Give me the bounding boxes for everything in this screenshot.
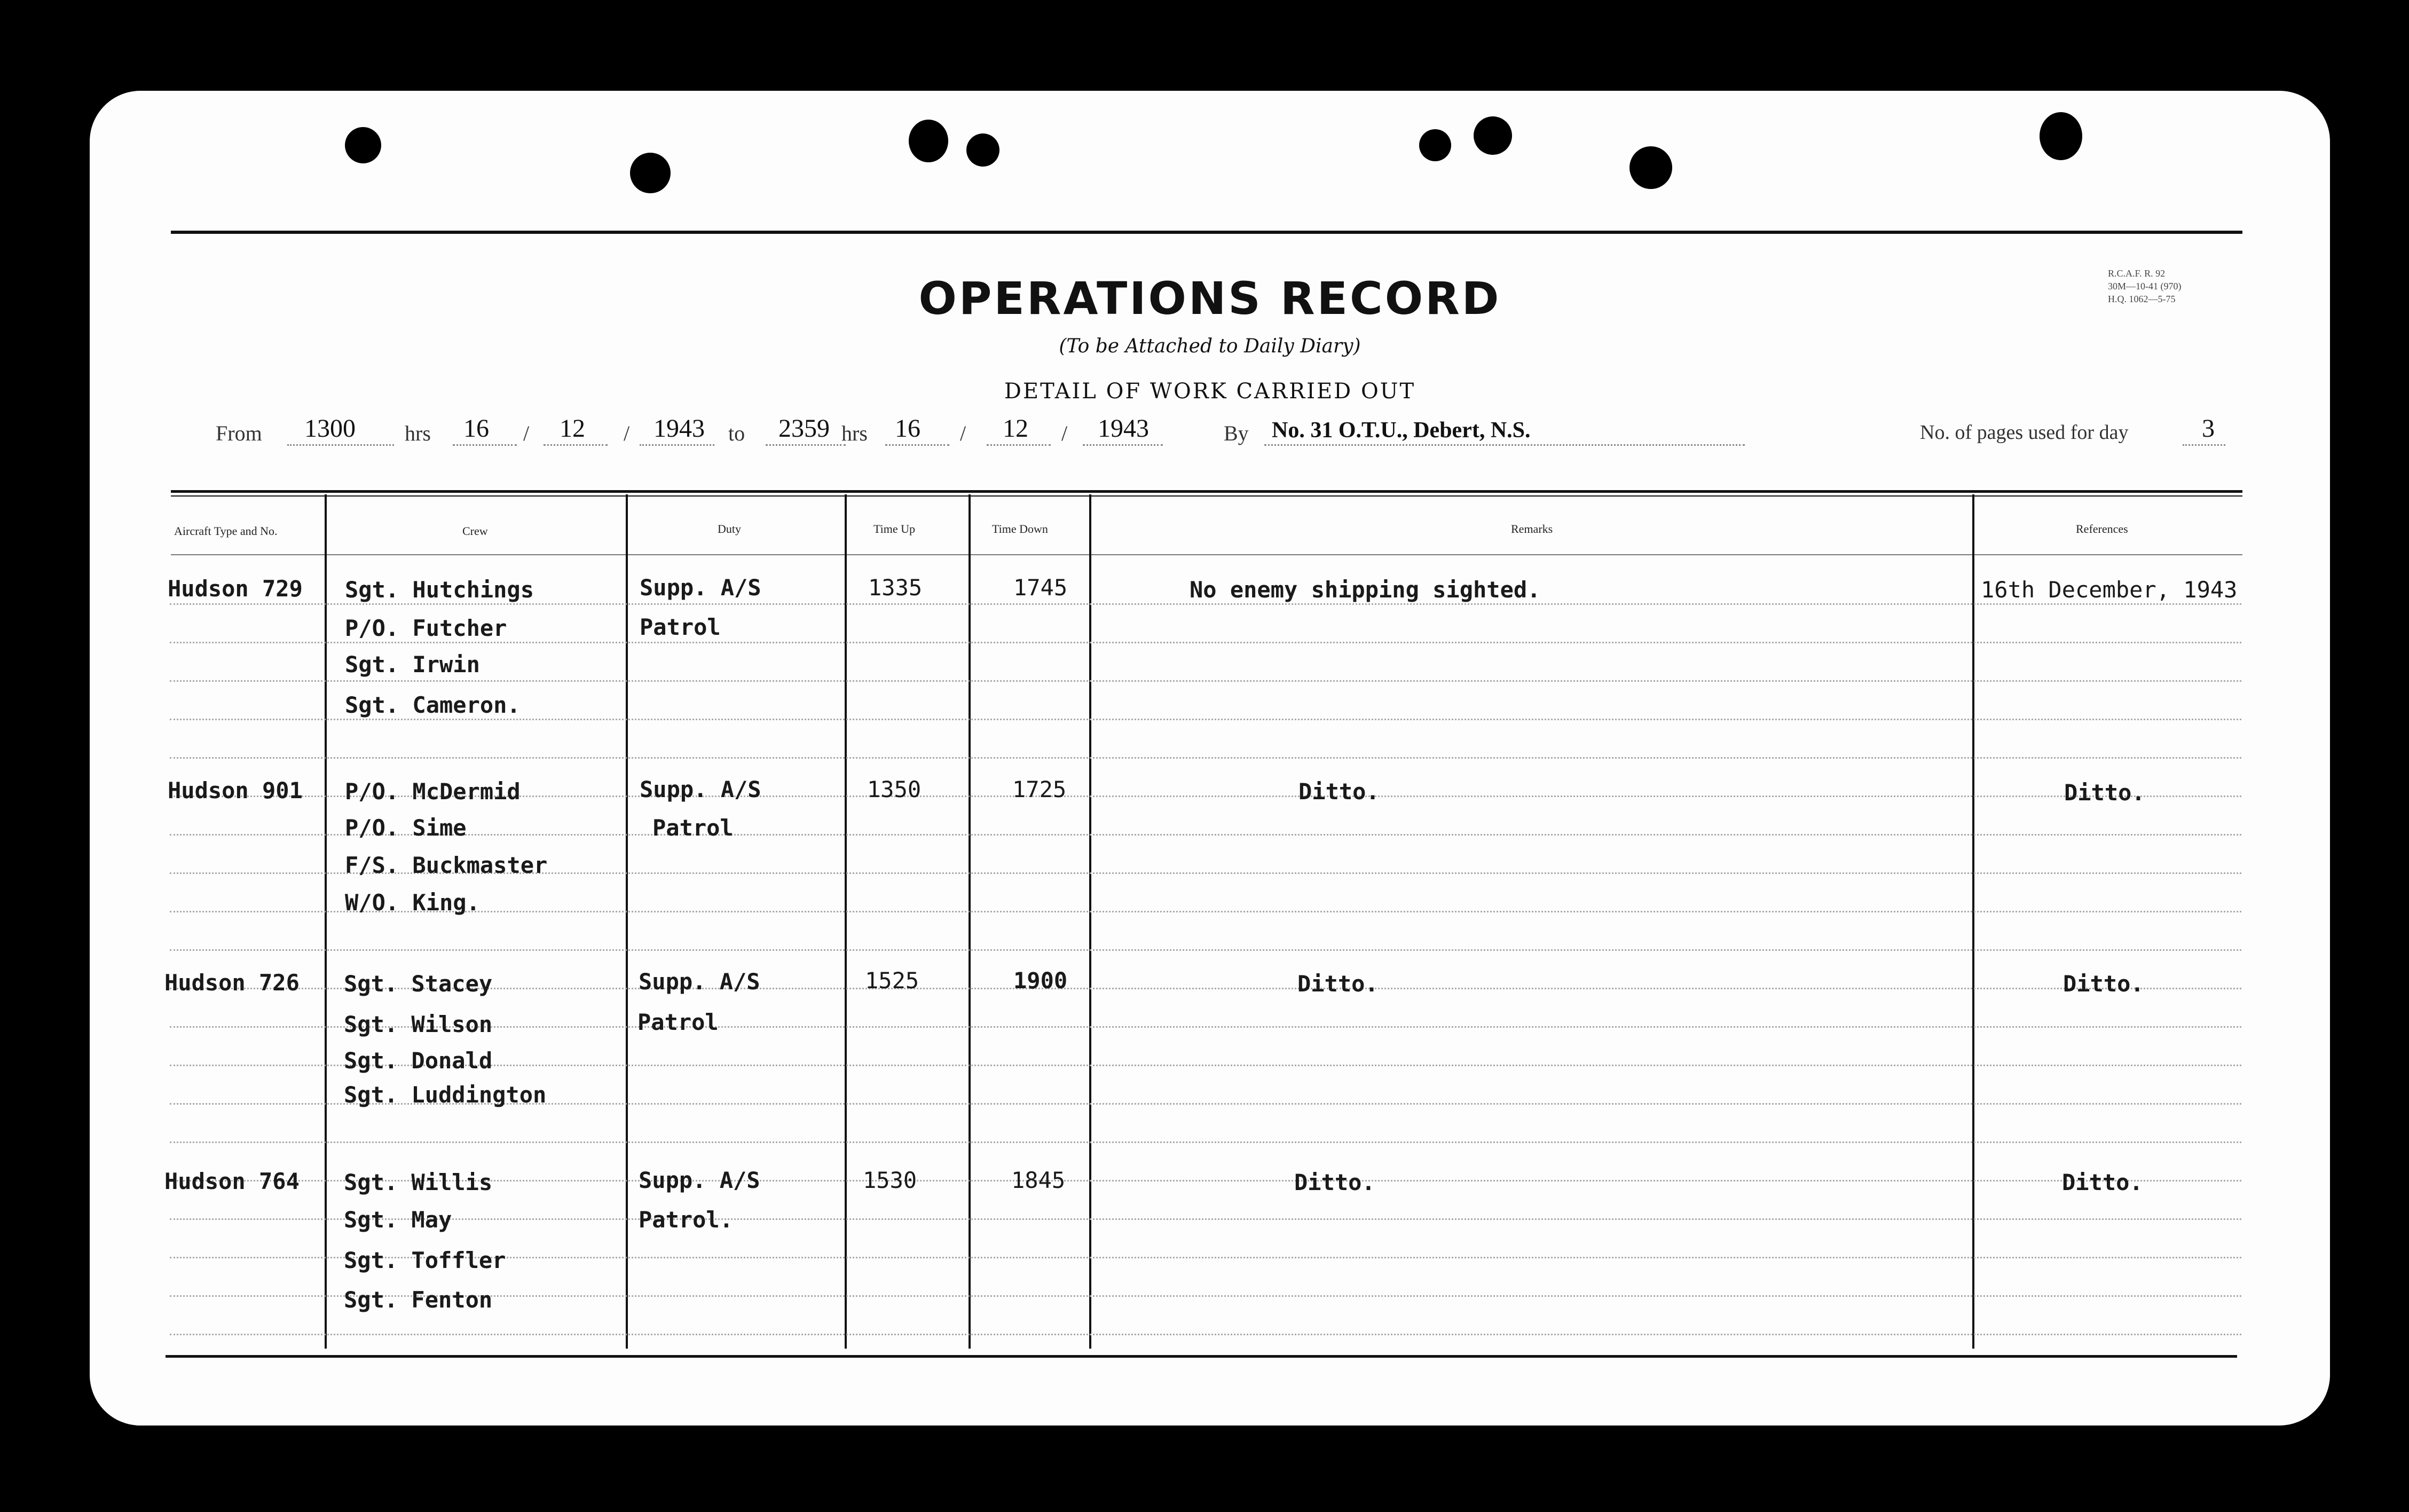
crew-member: Sgt. Irwin [345,651,480,678]
form-ref-line: R.C.A.F. R. 92 [2108,268,2166,279]
column-header-crew: Crew [462,524,488,538]
column-divider [845,494,847,1349]
writing-line [170,680,2241,682]
pages-value: 3 [2202,414,2215,443]
fill-line [453,444,517,446]
punch-hole [1419,129,1451,161]
column-header-time-down: Time Down [992,522,1048,536]
time-up-cell: 1530 [863,1167,917,1193]
punch-hole [345,127,381,163]
to-time: 2359 [778,414,830,443]
crew-member: P/O. McDermid [345,778,521,805]
duty-cell: Patrol. [639,1207,734,1233]
column-divider [1972,494,1974,1349]
writing-line [170,1141,2241,1143]
date-separator: / [624,421,630,445]
hrs-label: hrs [841,421,868,445]
hrs-label: hrs [405,421,431,445]
top-rule [171,231,2242,234]
date-separator: / [1061,421,1068,445]
fill-line [1264,444,1745,446]
from-label: From [216,421,262,445]
fill-line [885,444,949,446]
punch-hole [630,153,671,193]
remarks-cell: Ditto. [1298,778,1380,805]
crew-member: Sgt. Wilson [344,1011,493,1037]
punch-hole [1629,146,1672,189]
form-reference [2108,267,2182,305]
writing-line [170,757,2241,759]
form-ref-line: H.Q. 1062—5-75 [2108,294,2176,304]
time-down-cell: 1845 [1011,1167,1066,1193]
section-heading: DETAIL OF WORK CARRIED OUT [1004,379,1416,404]
time-down-cell: 1900 [1013,967,1068,994]
from-month: 12 [560,414,585,443]
writing-line [170,911,2241,912]
time-down-cell: 1725 [1012,776,1067,802]
table-top-rule [171,495,2242,497]
record-title: OPERATIONS RECORD [918,272,1501,325]
column-divider [325,494,327,1349]
time-up-cell: 1525 [865,967,919,994]
reference-cell: Ditto. [2064,779,2145,806]
duty-cell: Patrol [640,614,721,640]
from-year: 1943 [654,414,705,443]
reference-cell: Ditto. [2063,971,2144,997]
crew-member: Sgt. Hutchings [345,577,534,603]
fill-line [544,444,608,446]
to-month: 12 [1003,414,1028,443]
writing-line [170,949,2241,951]
date-separator: / [960,421,966,445]
duty-cell: Patrol [637,1009,719,1035]
punch-hole [966,133,999,167]
crew-member: P/O. Futcher [345,615,507,641]
by-unit: No. 31 O.T.U., Debert, N.S. [1272,418,1531,443]
fill-line [287,444,394,446]
crew-member: Sgt. Stacey [344,971,493,997]
punch-hole [1474,116,1512,155]
table-bottom-rule [166,1355,2237,1358]
time-up-cell: 1350 [867,776,922,802]
duty-cell: Supp. A/S [639,968,760,995]
aircraft-cell: Hudson 764 [164,1168,300,1194]
writing-line [170,603,2241,605]
duty-cell: Supp. A/S [639,1167,760,1193]
to-year: 1943 [1098,414,1149,443]
column-divider [626,494,628,1349]
time-up-cell: 1335 [868,574,923,601]
fill-line [2183,444,2225,446]
writing-line [170,1218,2241,1220]
column-header-references: References [2076,522,2128,536]
crew-member: Sgt. Donald [344,1048,493,1074]
from-time: 1300 [304,414,356,443]
crew-member: W/O. King. [345,889,480,916]
aircraft-cell: Hudson 729 [168,576,303,602]
to-day: 16 [895,414,920,443]
by-label: By [1224,421,1249,445]
crew-member: Sgt. Luddington [344,1082,547,1108]
column-header-remarks: Remarks [1511,522,1553,536]
date-separator: / [523,421,530,445]
duty-cell: Supp. A/S [640,574,761,601]
writing-line [170,834,2241,836]
column-header-duty: Duty [718,522,741,536]
crew-member: P/O. Sime [345,815,467,841]
column-divider [1089,494,1091,1349]
reference-cell: 16th December, 1943 [1981,577,2238,603]
column-divider [969,494,971,1349]
duty-cell: Supp. A/S [640,776,761,802]
fill-line [987,444,1051,446]
aircraft-cell: Hudson 726 [164,970,300,996]
pages-label: No. of pages used for day [1920,421,2129,444]
fill-line [640,444,714,446]
table-top-rule [171,490,2242,493]
header-rule [171,554,2242,555]
reference-cell: Ditto. [2062,1169,2143,1195]
remarks-cell: No enemy shipping sighted. [1190,577,1541,603]
from-day: 16 [463,414,489,443]
duty-cell: Patrol [652,815,734,841]
remarks-cell: Ditto. [1297,971,1379,997]
punch-hole [909,120,948,162]
writing-line [170,642,2241,643]
column-header-time-up: Time Up [873,522,916,536]
writing-line [170,1334,2241,1335]
column-header-aircraft: Aircraft Type and No. [174,524,278,538]
form-ref-line: 30M—10-41 (970) [2108,281,2182,292]
record-subtitle: (To be Attached to Daily Diary) [1059,335,1361,357]
crew-member: F/S. Buckmaster [345,852,548,878]
remarks-cell: Ditto. [1294,1169,1375,1195]
time-down-cell: 1745 [1013,574,1068,601]
crew-member: Sgt. Willis [344,1169,493,1195]
fill-line [1083,444,1163,446]
crew-member: Sgt. May [344,1207,452,1233]
operations-record-card [90,91,2330,1426]
aircraft-cell: Hudson 901 [168,777,303,804]
writing-line [170,719,2241,720]
fill-line [766,444,846,446]
crew-member: Sgt. Fenton [344,1287,493,1313]
to-label: to [728,421,745,445]
crew-member: Sgt. Toffler [344,1247,506,1273]
punch-hole [2040,112,2082,160]
crew-member: Sgt. Cameron. [345,692,521,718]
